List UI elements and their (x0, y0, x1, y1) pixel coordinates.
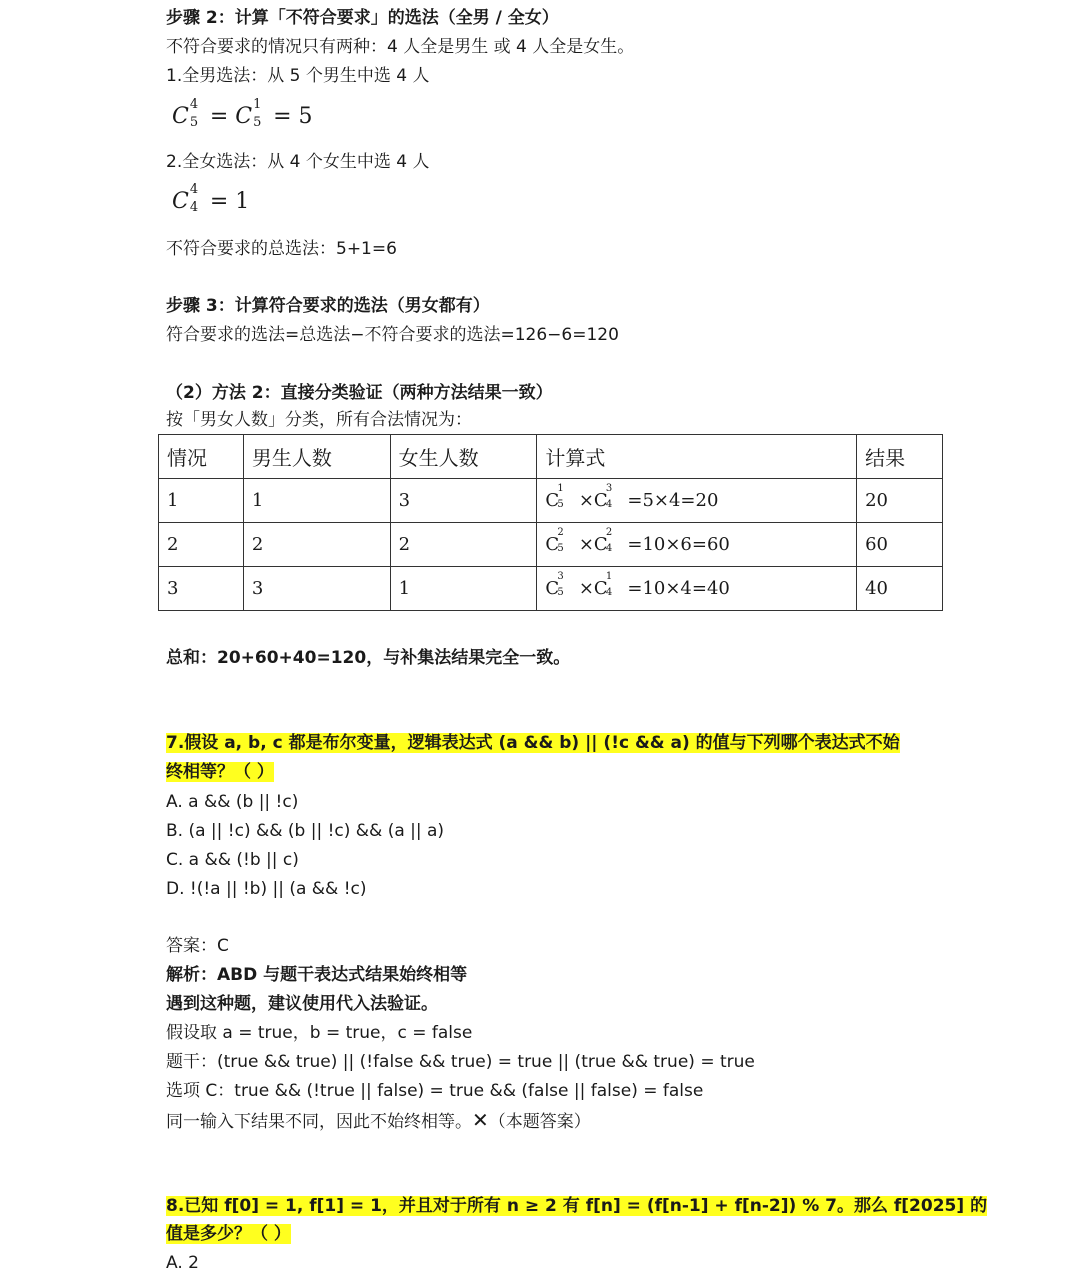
header-boys: 男生人数 (243, 435, 390, 479)
table-row (159, 523, 943, 567)
table-header-row (159, 435, 943, 479)
table-row (159, 479, 943, 523)
step3-desc: 符合要求的选法=总选法−不符合要求的选法=126−6=120 (166, 325, 619, 345)
q7-option-d: D. !(!a || !b) || (a && !c) (166, 879, 367, 899)
q7-option-a: A. a && (b || !c) (166, 792, 299, 812)
q8-stem-line2: 值是多少？（ ） (166, 1224, 291, 1244)
invalid-total: 不符合要求的总选法：5+1=6 (166, 239, 397, 259)
cell-result: 60 (857, 523, 943, 567)
method2-desc: 按「男女人数」分类，所有合法情况为： (166, 410, 472, 430)
q7-answer: 答案：C (166, 936, 229, 956)
q7-assume: 假设取 a = true，b = true，c = false (166, 1023, 473, 1043)
header-girls: 女生人数 (390, 435, 537, 479)
cell-formula: C 3 5 ×C 1 4 =10×4=40 (537, 567, 857, 611)
cell-boys: 2 (243, 523, 390, 567)
all-girls-label: 2.全女选法：从 4 个女生中选 4 人 (166, 152, 430, 172)
header-case: 情况 (159, 435, 244, 479)
sum-line: 总和：20+60+40=120，与补集法结果完全一致。 (166, 648, 571, 668)
cell-boys: 3 (243, 567, 390, 611)
q7-analysis: 解析：ABD 与题干表达式结果始终相等 (166, 965, 468, 985)
header-result: 结果 (857, 435, 943, 479)
cell-boys: 1 (243, 479, 390, 523)
all-boys-formula: C 4 5 = C 1 5 = 5 (172, 97, 313, 130)
q7-stem-line1: 7.假设 a, b, c 都是布尔变量，逻辑表达式 (a && b) || (!c && a) 的值与下列哪个表达式不始 (166, 733, 900, 753)
q7-conclusion: 同一输入下结果不同，因此不始终相等。✕（本题答案） (166, 1108, 591, 1132)
cell-girls: 1 (390, 567, 537, 611)
cross-icon: ✕ (472, 1108, 489, 1132)
q8-option-a: A. 2 (166, 1253, 199, 1273)
header-formula: 计算式 (537, 435, 857, 479)
cell-result: 20 (857, 479, 943, 523)
cell-case: 3 (159, 567, 244, 611)
method2-title: （2）方法 2：直接分类验证（两种方法结果一致） (166, 383, 553, 403)
q7-stem-line2: 终相等？（ ） (166, 762, 274, 782)
table-row (159, 567, 943, 611)
cell-case: 2 (159, 523, 244, 567)
cell-girls: 2 (390, 523, 537, 567)
q7-option-eval: 选项 C：true && (!true || false) = true && (false || false) = false (166, 1081, 704, 1101)
cell-formula: C 2 5 ×C 2 4 =10×6=60 (537, 523, 857, 567)
step3-title: 步骤 3：计算符合要求的选法（男女都有） (166, 296, 490, 316)
all-girls-formula: C 4 4 = 1 (172, 182, 250, 215)
q8-stem-line1: 8.已知 f[0] = 1, f[1] = 1，并且对于所有 n ≥ 2 有 f[n] = (f[n-1] + f[n-2]) % 7。那么 f[2025] 的 (166, 1196, 988, 1216)
classification-table (158, 434, 943, 611)
cell-result: 40 (857, 567, 943, 611)
q7-option-c: C. a && (!b || c) (166, 850, 299, 870)
all-boys-label: 1.全男选法：从 5 个男生中选 4 人 (166, 66, 430, 86)
cell-case: 1 (159, 479, 244, 523)
cell-formula: C 1 5 ×C 3 4 =5×4=20 (537, 479, 857, 523)
cell-girls: 3 (390, 479, 537, 523)
step2-title: 步骤 2：计算「不符合要求」的选法（全男 / 全女） (166, 8, 559, 28)
q7-stem-eval: 题干：(true && true) || (!false && true) = true || (true && true) = true (166, 1052, 755, 1072)
q7-tip: 遇到这种题，建议使用代入法验证。 (166, 994, 438, 1014)
step2-desc: 不符合要求的情况只有两种：4 人全是男生 或 4 人全是女生。 (166, 37, 635, 57)
q7-option-b: B. (a || !c) && (b || !c) && (a || a) (166, 821, 445, 841)
